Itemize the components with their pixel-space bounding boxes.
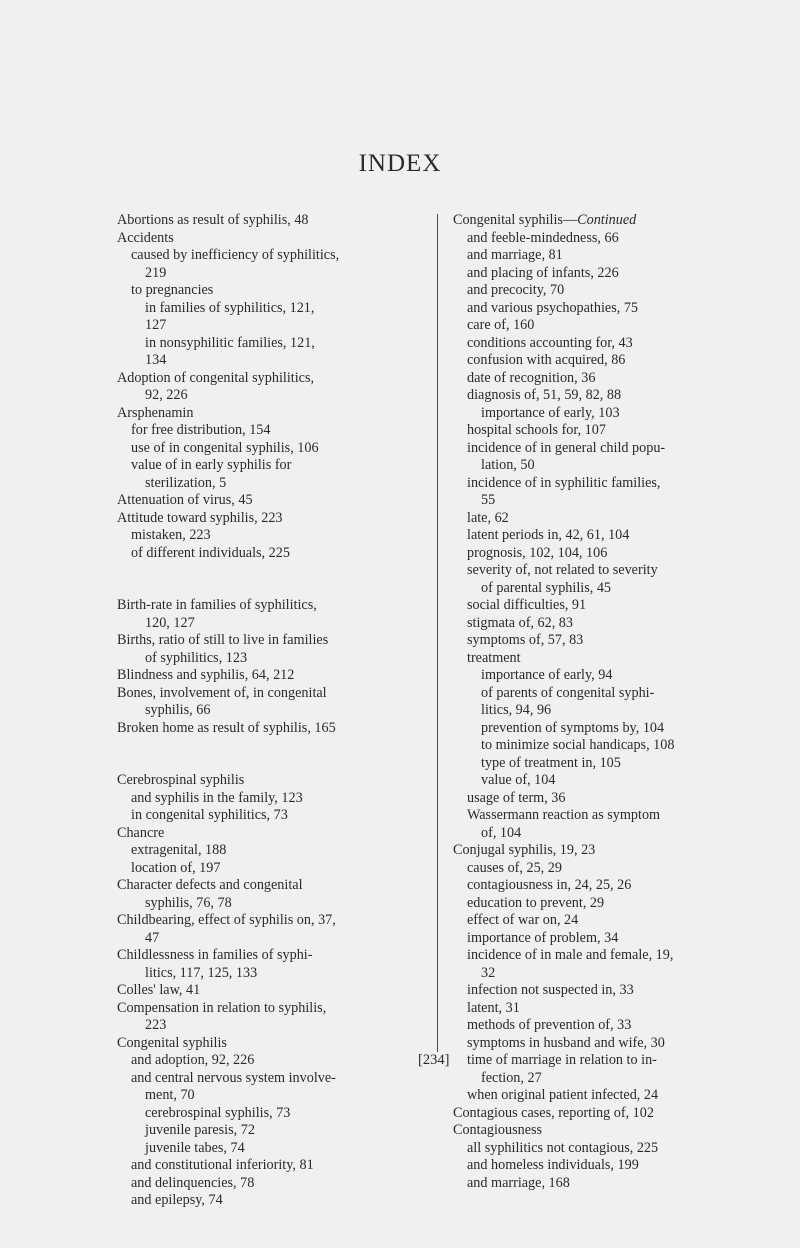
index-entry: Abortions as result of syphilis, 48: [117, 212, 309, 228]
index-entry: treatment: [467, 649, 521, 666]
index-entry: conditions accounting for, 43: [467, 334, 633, 351]
index-entry: in congenital syphilitics, 73: [131, 807, 288, 823]
index-entry: Colles' law, 41: [117, 982, 201, 998]
index-entry: syphilis, 76, 78: [145, 894, 232, 911]
index-entry: Arsphenamin: [117, 404, 194, 421]
index-entry: type of treatment in, 105: [481, 754, 621, 771]
index-entry: and various psychopathies, 75: [467, 299, 639, 316]
index-entry-heading: [453, 212, 795, 230]
index-entry: and constitutional inferiority, 81: [131, 1157, 314, 1173]
index-entry: litics, 94, 96: [481, 702, 552, 718]
index-entry: care of, 160: [467, 317, 535, 333]
index-entry: and epilepsy, 74: [131, 1192, 223, 1208]
index-entry: Contagiousness: [453, 1122, 543, 1138]
index-entry: infection not suspected in, 33: [467, 982, 634, 998]
index-entry: Congenital syphilis: [117, 1034, 227, 1051]
index-entry: to minimize social handicaps, 108: [481, 737, 675, 753]
entry-gap: [117, 737, 433, 755]
index-entry: 55: [481, 492, 496, 508]
index-entry: and syphilis in the family, 123: [131, 789, 303, 806]
index-entry: Accidents: [117, 229, 174, 246]
index-entry: Character defects and congenital: [117, 877, 303, 893]
index-entry: and feeble-mindedness, 66: [467, 229, 619, 246]
index-entry: ment, 70: [145, 1087, 195, 1103]
index-entry: Wassermann reaction as symptom: [467, 807, 661, 823]
index-entry: 127: [145, 317, 167, 333]
index-entry: location of, 197: [131, 859, 221, 876]
index-entry: 219: [145, 264, 167, 281]
index-entry: usage of term, 36: [467, 789, 566, 806]
index-entry: 223: [145, 1017, 167, 1033]
index-entry: 134: [145, 352, 167, 368]
index-entry: effect of war on, 24: [467, 912, 579, 928]
index-entry: extragenital, 188: [131, 842, 227, 858]
index-entry: and precocity, 70: [467, 282, 565, 298]
index-entry: Bones, involvement of, in congenital: [117, 684, 327, 701]
index-entry: Chancre: [117, 824, 165, 841]
index-entry: contagiousness in, 24, 25, 26: [467, 877, 632, 893]
index-entry: use of in congenital syphilis, 106: [131, 439, 319, 456]
index-entry: latent periods in, 42, 61, 104: [467, 527, 630, 543]
index-entry: Adoption of congenital syphilitics,: [117, 369, 315, 386]
index-entry: when original patient infected, 24: [467, 1087, 659, 1103]
index-entry: and delinquencies, 78: [131, 1174, 255, 1191]
index-entry: all syphilitics not contagious, 225: [467, 1139, 659, 1156]
index-entry: and marriage, 81: [467, 247, 563, 263]
index-entry: Births, ratio of still to live in families: [117, 632, 329, 648]
index-entry: symptoms of, 57, 83: [467, 632, 584, 648]
index-entry: juvenile paresis, 72: [145, 1122, 255, 1138]
column-divider: [437, 214, 438, 1052]
index-entry: juvenile tabes, 74: [145, 1139, 245, 1156]
index-entry: Conjugal syphilis, 19, 23: [453, 842, 596, 858]
index-entry: litics, 117, 125, 133: [145, 964, 258, 981]
index-entry: Childbearing, effect of syphilis on, 37,: [117, 912, 336, 928]
index-entry: Childlessness in families of syphi-: [117, 947, 313, 963]
index-entry: of parents of congenital syphi-: [481, 684, 655, 701]
index-entry: value of in early syphilis for: [131, 457, 292, 473]
index-entry: syphilis, 66: [145, 702, 211, 718]
index-entry: of, 104: [481, 824, 522, 841]
index-entry: time of marriage in relation to in-: [467, 1052, 657, 1068]
index-entry: value of, 104: [481, 772, 556, 788]
index-entry: and adoption, 92, 226: [131, 1052, 255, 1068]
index-entry: for free distribution, 154: [131, 422, 271, 438]
index-entry: and placing of infants, 226: [467, 264, 619, 281]
index-entry: incidence of in syphilitic families,: [467, 474, 661, 491]
index-entry: causes of, 25, 29: [467, 859, 562, 876]
index-entry: of parental syphilis, 45: [481, 579, 612, 596]
index-entry: of different individuals, 225: [131, 544, 290, 561]
index-entry: Birth-rate in families of syphilitics,: [117, 597, 317, 613]
index-entry: hospital schools for, 107: [467, 422, 606, 438]
index-entry: date of recognition, 36: [467, 369, 596, 386]
index-entry: caused by inefficiency of syphilitics,: [131, 247, 340, 263]
index-entry: and central nervous system involve-: [131, 1069, 336, 1086]
index-entry: in nonsyphilitic families, 121,: [145, 334, 315, 351]
index-entry: importance of early, 94: [481, 667, 613, 683]
entry-gap: [117, 562, 433, 580]
index-entry: symptoms in husband and wife, 30: [467, 1034, 665, 1051]
entry-gap: [117, 755, 433, 773]
index-entry: cerebrospinal syphilis, 73: [145, 1104, 291, 1121]
index-entry: Compensation in relation to syphilis,: [117, 999, 327, 1016]
index-entry: 47: [145, 929, 160, 946]
index-entry: in families of syphilitics, 121,: [145, 299, 315, 316]
page-number: [234]: [418, 1052, 450, 1068]
index-entry: prognosis, 102, 104, 106: [467, 544, 608, 561]
index-entry: sterilization, 5: [145, 474, 227, 491]
index-entry: Broken home as result of syphilis, 165: [117, 719, 336, 736]
index-entry: incidence of in general child popu-: [467, 439, 666, 456]
heading-continued: Continued: [577, 212, 637, 228]
index-entry: Blindness and syphilis, 64, 212: [117, 667, 295, 683]
index-entry: confusion with acquired, 86: [467, 352, 626, 368]
index-entry: social difficulties, 91: [467, 597, 587, 613]
index-entry: Contagious cases, reporting of, 102: [453, 1104, 654, 1121]
index-entry: 32: [481, 964, 496, 981]
index-entry: to pregnancies: [131, 282, 214, 298]
heading-main: Congenital syphilis—: [453, 212, 578, 228]
index-entry: severity of, not related to severity: [467, 562, 658, 578]
entry-gap: [117, 580, 433, 598]
index-entry: prevention of symptoms by, 104: [481, 719, 665, 736]
index-entry: 92, 226: [145, 387, 188, 403]
index-entry: education to prevent, 29: [467, 894, 605, 911]
index-entry: fection, 27: [481, 1069, 542, 1086]
index-entry: importance of problem, 34: [467, 929, 619, 946]
index-entry: importance of early, 103: [481, 404, 620, 421]
index-entry: lation, 50: [481, 457, 535, 473]
index-entry: Cerebrospinal syphilis: [117, 772, 245, 788]
index-entry: and homeless individuals, 199: [467, 1157, 639, 1173]
index-entry: late, 62: [467, 509, 509, 526]
index-column-left: [117, 212, 433, 1210]
index-entry: of syphilitics, 123: [145, 649, 248, 666]
index-entry: 120, 127: [145, 614, 195, 631]
index-entry: methods of prevention of, 33: [467, 1017, 632, 1033]
index-entry: diagnosis of, 51, 59, 82, 88: [467, 387, 622, 403]
index-column-right: [453, 212, 795, 1192]
index-entry: mistaken, 223: [131, 527, 211, 543]
page-title: INDEX: [358, 150, 442, 177]
index-entry: latent, 31: [467, 999, 520, 1016]
index-entry: stigmata of, 62, 83: [467, 614, 573, 631]
index-entry: incidence of in male and female, 19,: [467, 947, 674, 963]
index-entry: Attenuation of virus, 45: [117, 492, 253, 508]
index-entry: and marriage, 168: [467, 1174, 570, 1191]
index-entry: Attitude toward syphilis, 223: [117, 509, 283, 526]
